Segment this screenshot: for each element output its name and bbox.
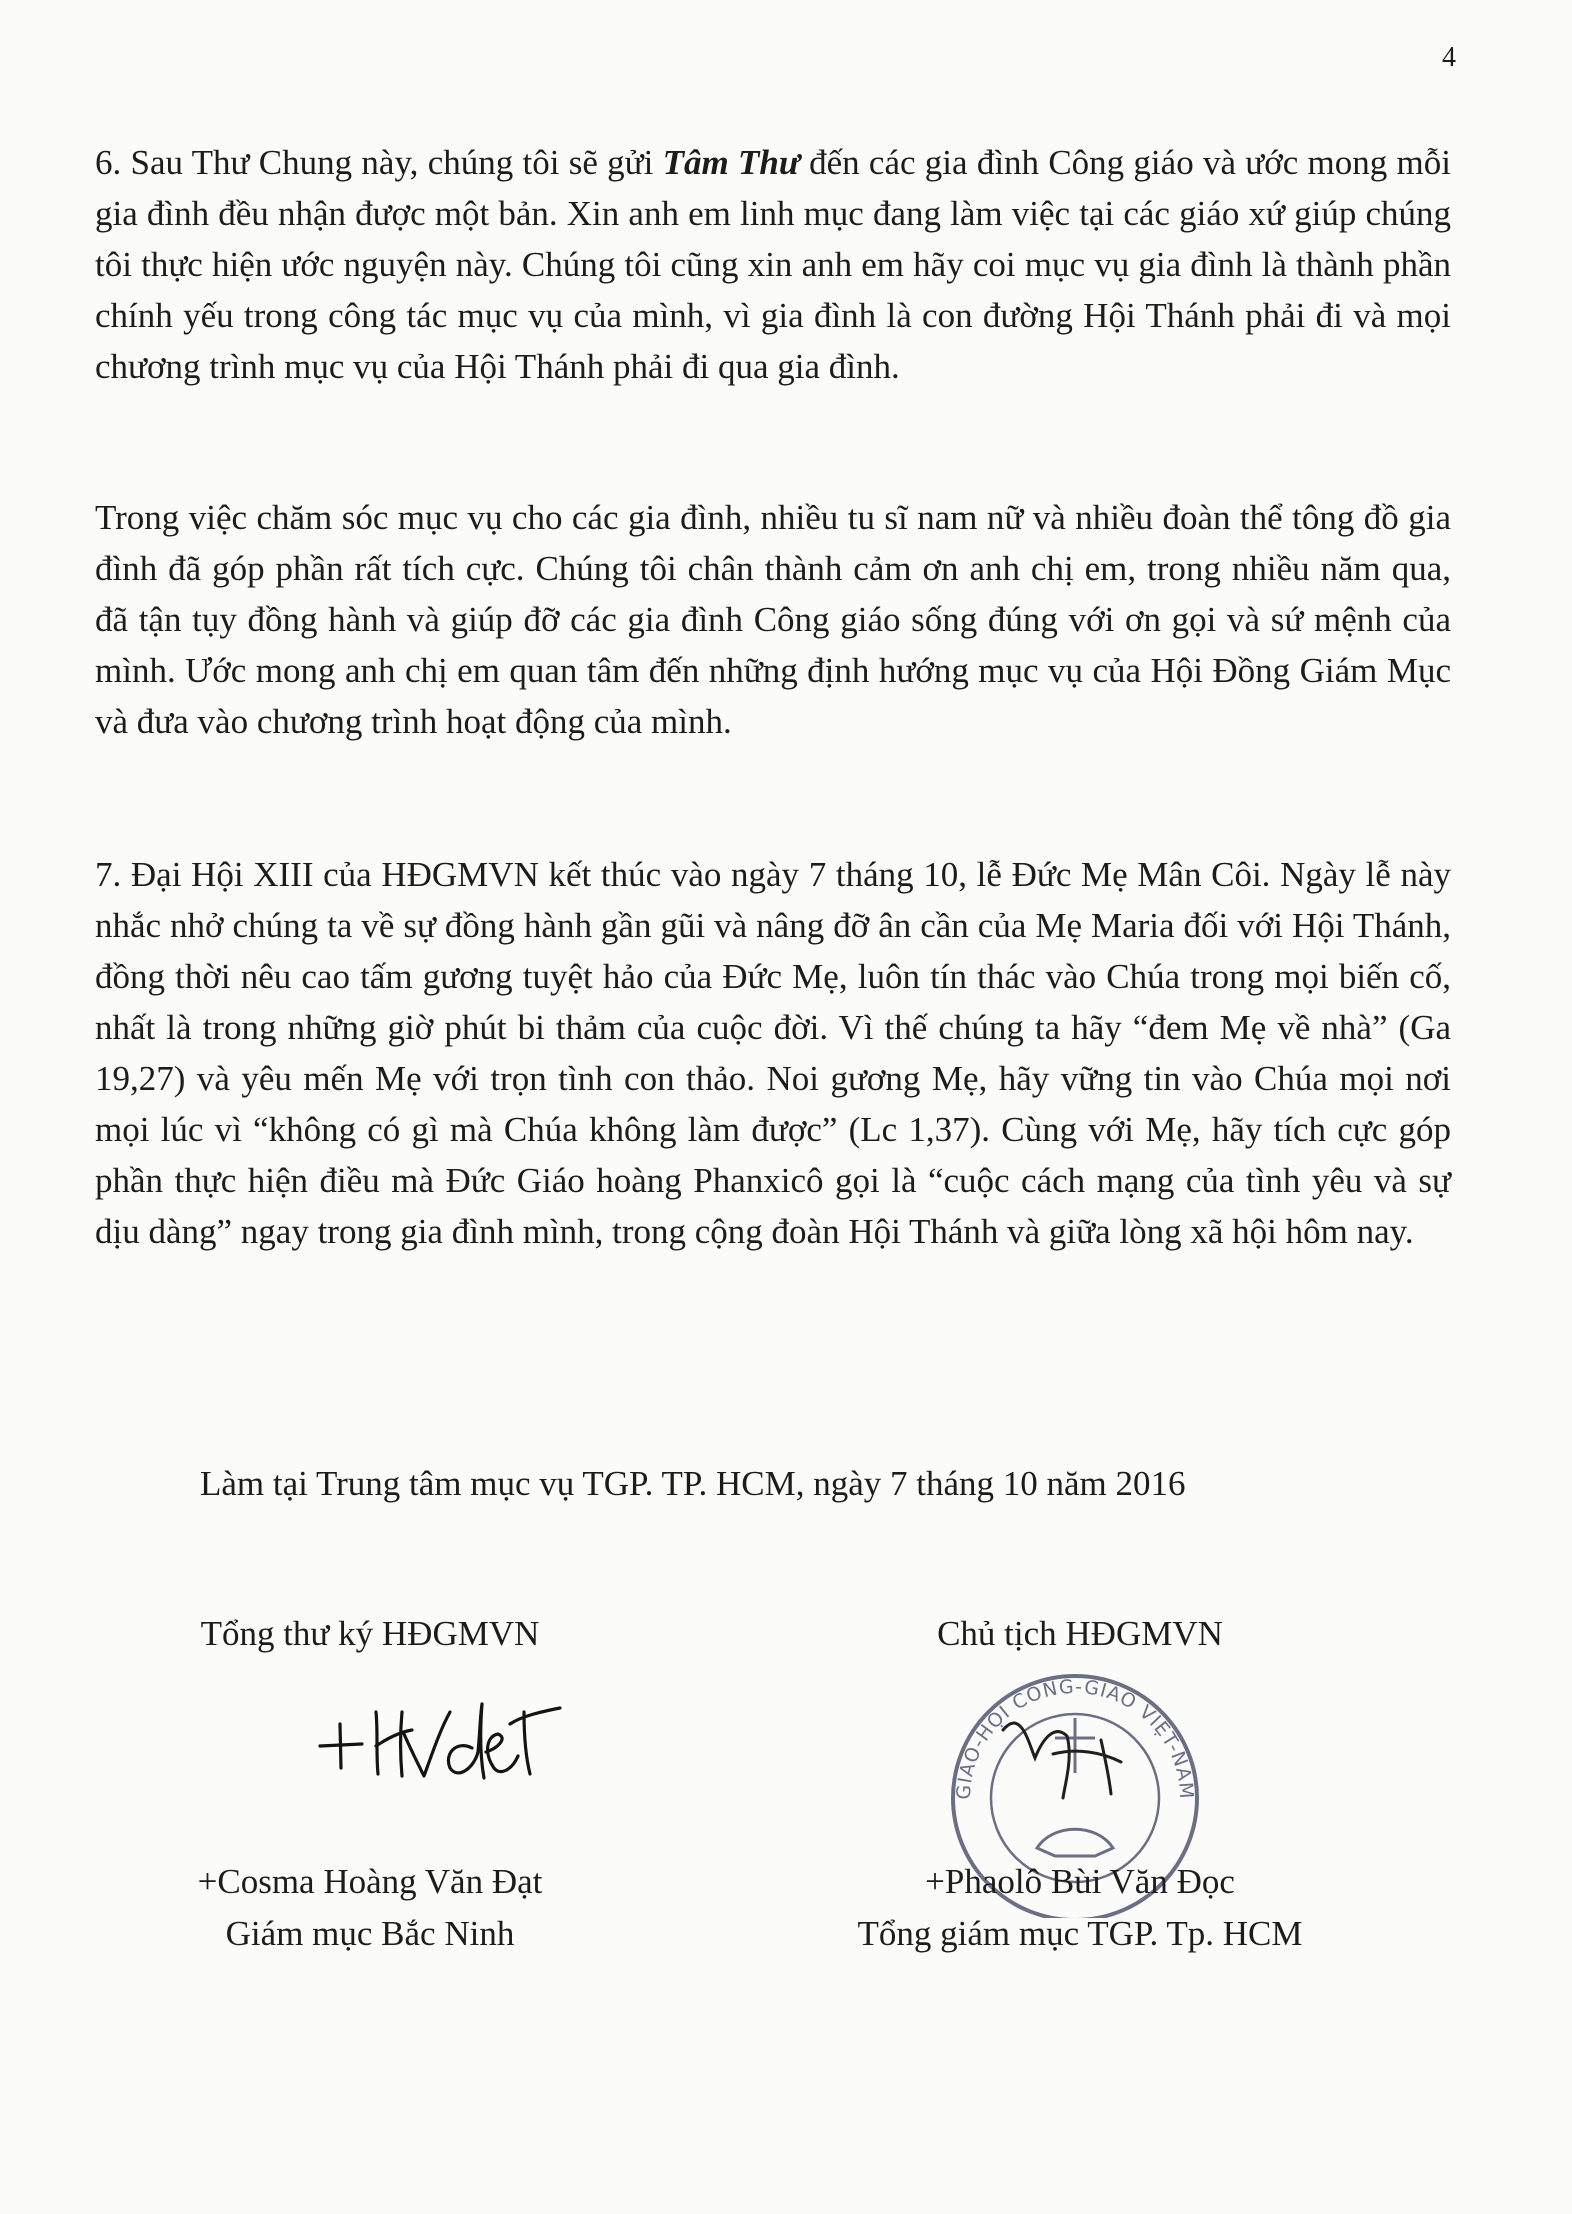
dateline: Làm tại Trung tâm mục vụ TGP. TP. HCM, ngày 7 tháng 10 năm 2016 — [200, 1464, 1186, 1503]
paragraph-6 — [95, 137, 1451, 392]
signer-title-left: Tổng thư ký HĐGMVN — [200, 1614, 540, 1653]
paragraph-thanks-text: Trong việc chăm sóc mục vụ cho các gia đình, nhiều tu sĩ nam nữ và nhiều đoàn thể tông đồ gia đình đã góp phần rất tích cực. Chúng tôi chân thành cảm ơn anh chị em, trong nhiều năm qua, đã tận tụy đồng hành và giúp đỡ các gia đình Công giáo sống đúng với ơn gọi và sứ mệnh của mình. Ước mong anh chị em quan tâm đến những định hướng mục vụ của Hội Đồng Giám Mục và đưa vào chương trình hoạt động của mình. — [95, 498, 1451, 741]
paragraph-6-prefix: 6. Sau Thư Chung này, chúng tôi sẽ gửi — [95, 143, 663, 182]
signer-name-left: +Cosma Hoàng Văn Đạt — [197, 1862, 543, 1901]
paragraph-thanks — [95, 492, 1451, 747]
signer-role-left: Giám mục Bắc Ninh — [225, 1914, 515, 1953]
handwritten-signature-left — [150, 1608, 590, 1848]
signer-name-right: +Phaolô Bùi Văn Đọc — [925, 1862, 1235, 1901]
signer-role-right: Tổng giám mục TGP. Tp. HCM — [857, 1914, 1303, 1953]
paragraph-6-rest: đến các gia đình Công giáo và ước mong mỗi gia đình đều nhận được một bản. Xin anh em linh mục đang làm việc tại các giáo xứ giúp chúng tôi thực hiện ước nguyện này. Chúng tôi cũng xin anh em hãy coi mục vụ gia đình là thành phần chính yếu trong công tác mục vụ của mình, vì gia đình là con đường Hội Thánh phải đi và mọi chương trình mục vụ của Hội Thánh phải đi qua gia đình. — [95, 143, 1452, 386]
paragraph-7 — [95, 849, 1451, 1257]
svg-text:GIÁO-HỘI CÔNG-GIÁO VIỆT-NAM: GIÁO-HỘI CÔNG-GIÁO VIỆT-NAM — [952, 1675, 1198, 1801]
signer-title-right: Chủ tịch HĐGMVN — [937, 1614, 1223, 1653]
paragraph-7-text: 7. Đại Hội XIII của HĐGMVN kết thúc vào ngày 7 tháng 10, lễ Đức Mẹ Mân Côi. Ngày lễ này nhắc nhở chúng ta về sự đồng hành gần gũi và nâng đỡ ân cần của Mẹ Maria đối với Hội Thánh, đồng thời nêu cao tấm gương tuyệt hảo của Đức Mẹ, luôn tín thác vào Chúa trong mọi biến cố, nhất là trong những giờ phút bi thảm của cuộc đời. Vì thế chúng ta hãy “đem Mẹ về nhà” (Ga 19,27) và yêu mến Mẹ với trọn tình con thảo. Noi gương Mẹ, hãy vững tin vào Chúa mọi nơi mọi lúc vì “không có gì mà Chúa không làm được” (Lc 1,37). Cùng với Mẹ, hãy tích cực góp phần thực hiện điều mà Đức Giáo hoàng Phanxicô gọi là “cuộc cách mạng của tình yêu và sự dịu dàng” ngay trong gia đình mình, trong cộng đoàn Hội Thánh và giữa lòng xã hội hôm nay. — [95, 855, 1451, 1251]
tam-thu-emphasis: Tâm Thư — [662, 143, 800, 182]
page-number: 4 — [1442, 42, 1456, 73]
